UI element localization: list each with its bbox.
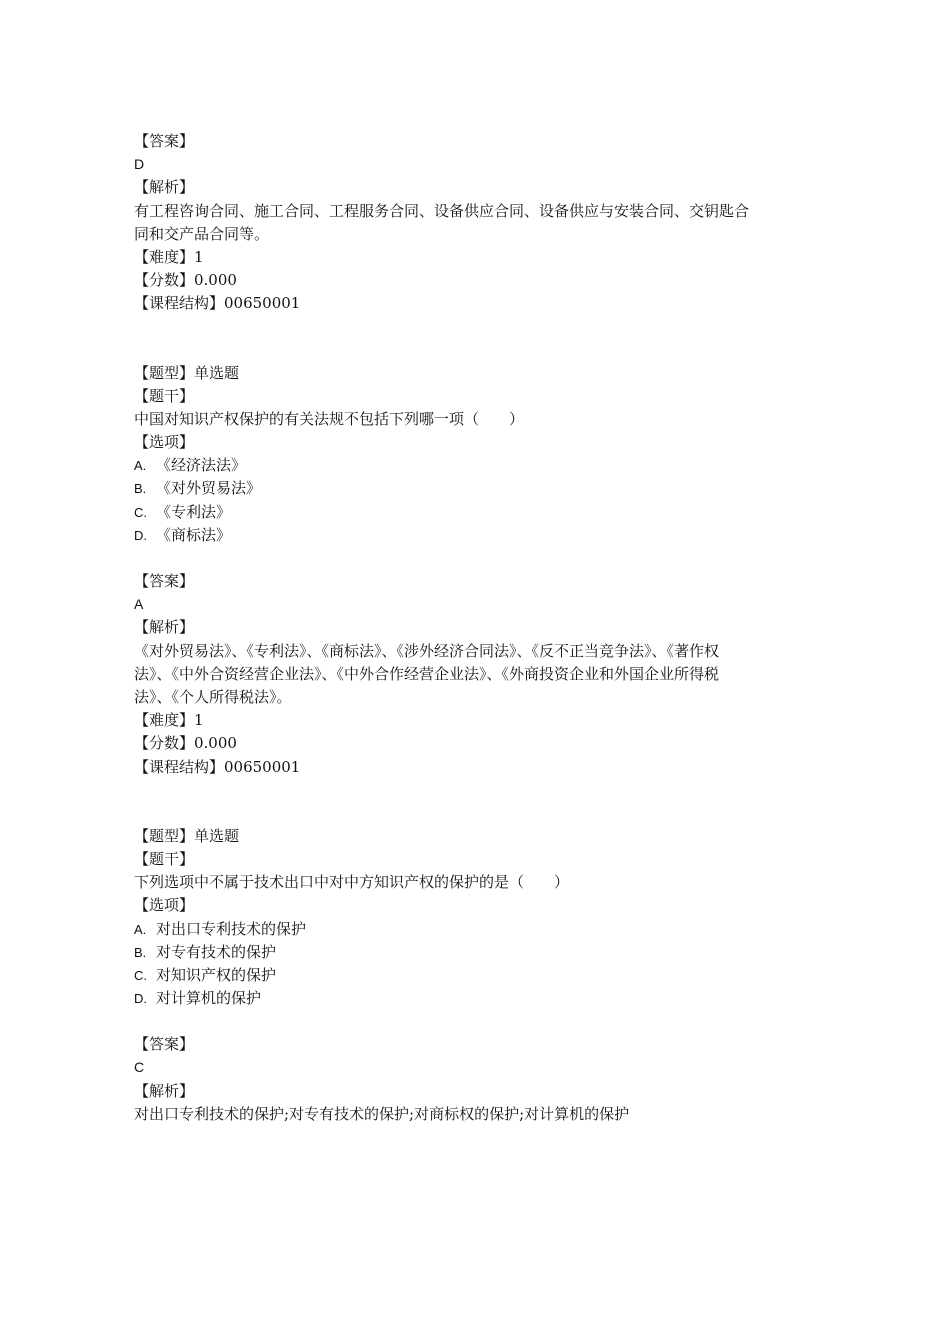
answer-value: C [134, 1059, 145, 1076]
option-c: C. 对知识产权的保护 [134, 965, 277, 984]
option-b: B. 对专有技术的保护 [134, 942, 277, 961]
option-a: A. 对出口专利技术的保护 [134, 919, 307, 938]
options-label: 【选项】 [134, 896, 195, 915]
options-label: 【选项】 [134, 433, 195, 452]
stem-text: 下列选项中不属于技术出口中对中方知识产权的保护的是（ ） [134, 873, 570, 892]
analysis-text: 《对外贸易法》、《专利法》、《商标法》、《涉外经济合同法》、《反不正当竞争法》、《著作权法》、《中外合资经营企业法》、《中外合作经营企业法》、《外商投资企业和外国企业所得税法》、《个人所得税法》。 [134, 641, 720, 706]
answer-value: A [134, 596, 144, 613]
analysis-label: 【解析】 [134, 1081, 195, 1100]
question-type: 【题型】单选题 [134, 363, 240, 382]
score: 【分数】0.000 [134, 271, 237, 290]
document-page [134, 130, 774, 1126]
analysis-text: 对出口专利技术的保护;对专有技术的保护;对商标权的保护;对计算机的保护 [134, 1104, 630, 1123]
analysis-label: 【解析】 [134, 618, 195, 637]
question-type: 【题型】单选题 [134, 826, 240, 845]
analysis-label: 【解析】 [134, 178, 195, 197]
option-b: B. 《对外贸易法》 [134, 479, 262, 498]
answer-label: 【答案】 [134, 1035, 195, 1054]
option-a: A. 《经济法法》 [134, 456, 247, 475]
option-d: D. 对计算机的保护 [134, 989, 262, 1008]
stem-label: 【题干】 [134, 849, 195, 868]
question-block-1 [134, 130, 774, 316]
course-structure: 【课程结构】00650001 [134, 294, 301, 313]
difficulty: 【难度】1 [134, 711, 204, 730]
stem-label: 【题干】 [134, 386, 195, 405]
analysis-text: 有工程咨询合同、施工合同、工程服务合同、设备供应合同、设备供应与安装合同、交钥匙合同和交产品合同等。 [134, 201, 750, 243]
answer-value: D [134, 156, 145, 173]
answer-label: 【答案】 [134, 572, 195, 591]
question-block-2 [134, 362, 774, 779]
difficulty: 【难度】1 [134, 247, 204, 266]
option-c: C. 《专利法》 [134, 502, 232, 521]
option-d: D. 《商标法》 [134, 525, 232, 544]
answer-label: 【答案】 [134, 132, 195, 150]
question-block-3 [134, 825, 774, 1126]
score: 【分数】0.000 [134, 734, 237, 753]
stem-text: 中国对知识产权保护的有关法规不包括下列哪一项（ ） [134, 409, 525, 428]
course-structure: 【课程结构】00650001 [134, 757, 301, 776]
